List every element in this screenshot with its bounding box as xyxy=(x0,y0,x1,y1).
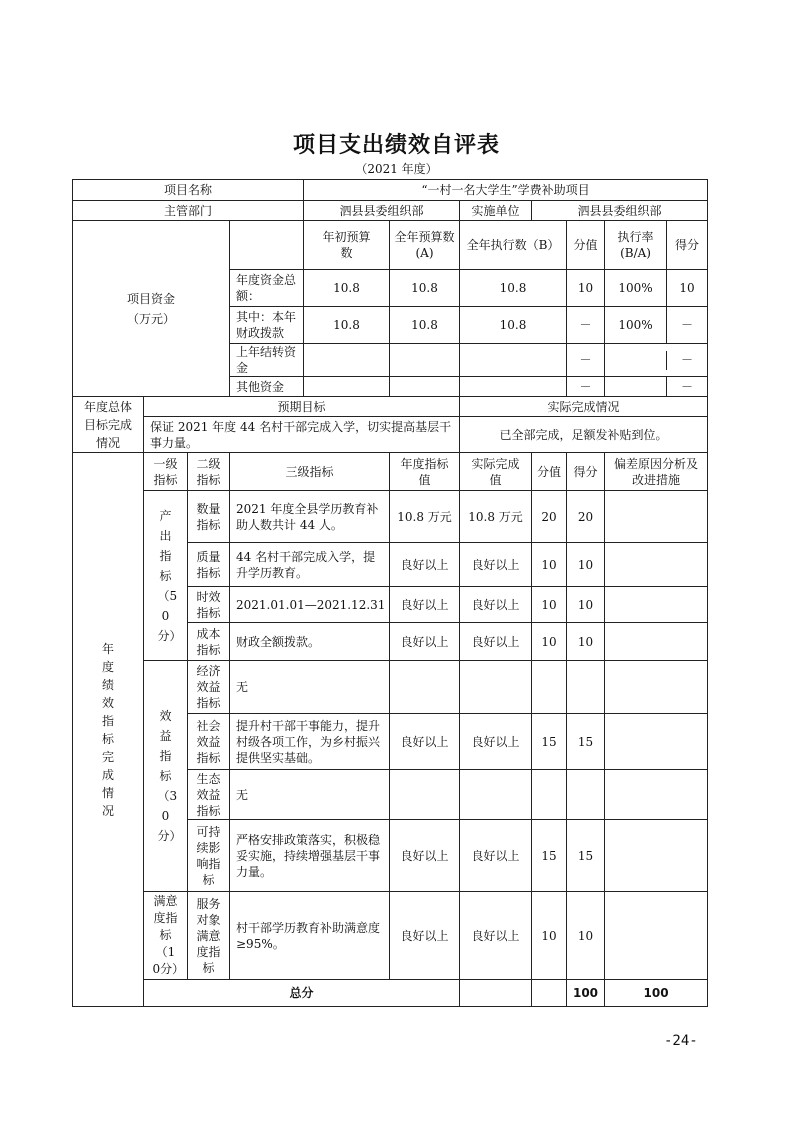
funds-row-4-initial xyxy=(304,377,390,397)
perf-row-5-level2-text: 经济效益指标 xyxy=(196,664,221,710)
perf-row-1-score: 20 xyxy=(567,491,605,543)
total-score-value: 100 xyxy=(567,980,605,1007)
total-row xyxy=(73,980,708,1007)
perf-row-1-level3: 2021 年度全县学历教育补助人数共计 44 人。 xyxy=(230,491,390,543)
perf-header-level3: 三级指标 xyxy=(230,453,390,491)
funds-header-row xyxy=(73,221,708,270)
page-number: -24- xyxy=(664,1033,698,1049)
overall-header-row xyxy=(73,397,708,417)
funds-row-1-label: 年度资金总额： xyxy=(230,270,304,307)
perf-row-3-target: 良好以上 xyxy=(390,587,460,623)
funds-row-3-full xyxy=(390,344,460,377)
funds-row-2-score: － xyxy=(681,318,694,332)
perf-row-4-level2-text: 成本指标 xyxy=(196,626,221,657)
perf-row-3-actual: 良好以上 xyxy=(460,587,532,623)
funds-row-1-score-value: 10 xyxy=(567,270,605,307)
perf-group-satisfaction xyxy=(144,892,188,980)
perf-row-3-score: 10 xyxy=(567,587,605,623)
perf-row-9-reason xyxy=(605,892,708,980)
perf-header-actual-text: 实际完成值 xyxy=(471,456,520,487)
perf-header-score-value xyxy=(532,453,567,491)
department-row xyxy=(73,201,708,221)
perf-row-8-actual: 良好以上 xyxy=(460,820,532,892)
total-label: 总分 xyxy=(144,980,460,1007)
perf-header-score-value-text: 分值 xyxy=(537,464,562,479)
funds-row-2-score-value: － xyxy=(567,307,605,344)
perf-row-6-level2 xyxy=(188,714,230,770)
funds-label-text: 项目资金（万元） xyxy=(126,291,175,326)
perf-row-9-score: 10 xyxy=(567,892,605,980)
perf-row-2-score-value: 10 xyxy=(532,543,567,587)
perf-row-4-score-value: 10 xyxy=(532,623,567,661)
perf-row-8-level2-text: 可持续影响指标 xyxy=(196,824,221,887)
funds-header-exec: 全年执行数（B） xyxy=(460,221,567,270)
overall-actual-header: 实际完成情况 xyxy=(460,397,708,417)
perf-row-6-score-value: 15 xyxy=(532,714,567,770)
funds-row-1-rate-score xyxy=(605,270,708,307)
perf-row-7-score xyxy=(567,770,605,820)
funds-row-4-rate-score xyxy=(605,377,708,397)
perf-header-level1-text: 一级指标 xyxy=(153,456,178,487)
perf-label xyxy=(73,453,144,1007)
perf-header-score xyxy=(567,453,605,491)
perf-row-6-level3: 提升村干部干事能力，提升村级各项工作，为乡村振兴提供坚实基础。 xyxy=(230,714,390,770)
project-name-value: “一村一名大学生”学费补助项目 xyxy=(304,180,708,201)
funds-header-rate-score xyxy=(605,221,708,270)
total-target xyxy=(460,980,532,1007)
perf-row-2-reason xyxy=(605,543,708,587)
perf-row-9-actual: 良好以上 xyxy=(460,892,532,980)
impl-label: 实施单位 xyxy=(460,201,532,221)
funds-row-2-initial: 10.8 xyxy=(304,307,390,344)
funds-row-3-initial xyxy=(304,344,390,377)
funds-header-score-value xyxy=(567,221,605,270)
perf-row-1 xyxy=(73,491,708,543)
perf-row-4-target: 良好以上 xyxy=(390,623,460,661)
overall-content-row xyxy=(73,417,708,453)
funds-row-4-full xyxy=(390,377,460,397)
perf-row-5-score-value xyxy=(532,661,567,714)
perf-row-6-target: 良好以上 xyxy=(390,714,460,770)
funds-row-4-score-value: － xyxy=(567,377,605,397)
funds-row-1-initial: 10.8 xyxy=(304,270,390,307)
perf-row-2-actual: 良好以上 xyxy=(460,543,532,587)
overall-label-text: 年度总体目标完成情况 xyxy=(83,399,132,450)
perf-label-text: 年度绩效指标完成情况 xyxy=(101,641,114,818)
perf-header-target-text: 年度指标值 xyxy=(400,456,449,487)
perf-header-target xyxy=(390,453,460,491)
perf-row-1-target: 10.8 万元 xyxy=(390,491,460,543)
overall-expected-header: 预期目标 xyxy=(144,397,460,417)
perf-row-9-level3: 村干部学历教育补助满意度≥95%。 xyxy=(230,892,390,980)
funds-header-rate xyxy=(605,221,667,269)
perf-row-7-reason xyxy=(605,770,708,820)
perf-row-7-actual xyxy=(460,770,532,820)
perf-row-5 xyxy=(73,661,708,714)
perf-row-9 xyxy=(73,892,708,980)
funds-row-1-exec: 10.8 xyxy=(460,270,567,307)
perf-row-3-reason xyxy=(605,587,708,623)
perf-row-3-level2 xyxy=(188,587,230,623)
funds-row-2-rate: 100% xyxy=(605,307,667,343)
perf-header-reason-text: 偏差原因分析及改进措施 xyxy=(614,456,699,487)
perf-row-4-reason xyxy=(605,623,708,661)
perf-row-7-level2 xyxy=(188,770,230,820)
perf-row-8-reason xyxy=(605,820,708,892)
perf-row-5-level2 xyxy=(188,661,230,714)
funds-row-2-full: 10.8 xyxy=(390,307,460,344)
perf-row-1-actual: 10.8 万元 xyxy=(460,491,532,543)
funds-row-4-label: 其他资金 xyxy=(230,377,304,397)
funds-row-3-score-value: － xyxy=(567,344,605,377)
funds-row-2-rate-score xyxy=(605,307,708,344)
perf-row-5-actual xyxy=(460,661,532,714)
project-name-label: 项目名称 xyxy=(73,180,304,201)
funds-row-2-exec: 10.8 xyxy=(460,307,567,344)
perf-row-9-score-value: 10 xyxy=(532,892,567,980)
perf-row-7-target xyxy=(390,770,460,820)
dept-label: 主管部门 xyxy=(73,201,304,221)
perf-row-3-level2-text: 时效指标 xyxy=(196,589,221,620)
funds-header-rate-text: 执行率(B/A) xyxy=(617,230,654,260)
document-subtitle: （2021 年度） xyxy=(355,162,438,176)
funds-row-4-exec xyxy=(460,377,567,397)
perf-header-level2 xyxy=(188,453,230,491)
perf-row-5-target xyxy=(390,661,460,714)
perf-row-9-level2 xyxy=(188,892,230,980)
perf-row-1-score-value: 20 xyxy=(532,491,567,543)
perf-row-6-actual: 良好以上 xyxy=(460,714,532,770)
perf-header-level2-text: 二级指标 xyxy=(196,456,221,487)
perf-row-2-level3: 44 名村干部完成入学，提升学历教育。 xyxy=(230,543,390,587)
funds-header-blank xyxy=(230,221,304,270)
perf-header-actual xyxy=(460,453,532,491)
perf-row-4-level2 xyxy=(188,623,230,661)
overall-actual: 已全部完成，足额发补贴到位。 xyxy=(460,417,708,453)
perf-row-7-score-value xyxy=(532,770,567,820)
perf-group-output-text: 产出指标（50分） xyxy=(157,508,182,643)
perf-row-6-score: 15 xyxy=(567,714,605,770)
perf-header-score-text: 得分 xyxy=(573,464,598,479)
perf-row-4-level3: 财政全额拨款。 xyxy=(230,623,390,661)
perf-row-1-level2 xyxy=(188,491,230,543)
perf-header-row xyxy=(73,453,708,491)
funds-row-4-rate xyxy=(605,377,667,396)
perf-row-4-score: 10 xyxy=(567,623,605,661)
funds-row-3-score: － xyxy=(681,353,694,367)
impl-value: 泗县县委组织部 xyxy=(532,201,708,221)
funds-header-full xyxy=(390,221,460,270)
funds-row-3-exec xyxy=(460,344,567,377)
dept-value: 泗县县委组织部 xyxy=(304,201,460,221)
funds-header-score-value-text: 分值 xyxy=(573,238,598,252)
funds-header-initial xyxy=(304,221,390,270)
funds-row-3-rate xyxy=(605,351,667,370)
funds-row-1-full: 10.8 xyxy=(390,270,460,307)
perf-row-5-reason xyxy=(605,661,708,714)
funds-row-3-rate-score xyxy=(605,344,708,377)
funds-row-1-rate: 100% xyxy=(605,270,667,306)
overall-expected: 保证 2021 年度 44 名村干部完成入学，切实提高基层干事力量。 xyxy=(144,417,460,453)
evaluation-table xyxy=(72,179,708,1007)
funds-row-2-label: 其中：本年财政拨款 xyxy=(230,307,304,344)
perf-row-1-level2-text: 数量指标 xyxy=(196,501,221,532)
perf-row-2-target: 良好以上 xyxy=(390,543,460,587)
perf-row-8-target: 良好以上 xyxy=(390,820,460,892)
perf-group-output xyxy=(144,491,188,661)
perf-header-level1 xyxy=(144,453,188,491)
perf-row-5-level3: 无 xyxy=(230,661,390,714)
overall-label xyxy=(73,397,144,453)
perf-row-6-level2-text: 社会效益指标 xyxy=(196,718,221,765)
perf-row-8-score-value: 15 xyxy=(532,820,567,892)
total-score: 100 xyxy=(605,980,708,1007)
funds-header-full-text: 全年预算数(A) xyxy=(394,230,455,260)
perf-group-benefit xyxy=(144,661,188,892)
perf-row-6-reason xyxy=(605,714,708,770)
perf-row-2-score: 10 xyxy=(567,543,605,587)
funds-header-initial-text: 年初预算数 xyxy=(322,230,371,260)
funds-row-3-label: 上年结转资金 xyxy=(230,344,304,377)
perf-row-2-level2 xyxy=(188,543,230,587)
perf-row-9-level2-text: 服务对象满意度指标 xyxy=(196,896,221,975)
funds-label xyxy=(73,221,230,397)
document-title: 项目支出绩效自评表 xyxy=(292,133,500,158)
funds-header-score: 得分 xyxy=(675,238,700,252)
total-actual xyxy=(532,980,567,1007)
funds-row-4-score: － xyxy=(681,379,694,394)
perf-row-4-actual: 良好以上 xyxy=(460,623,532,661)
perf-group-benefit-text: 效益指标（30分） xyxy=(157,709,182,843)
perf-row-7-level3: 无 xyxy=(230,770,390,820)
funds-row-1-score: 10 xyxy=(679,281,695,295)
perf-row-8-score: 15 xyxy=(567,820,605,892)
perf-group-satisfaction-text: 满意度指标（10分） xyxy=(152,894,185,976)
perf-row-2-level2-text: 质量指标 xyxy=(196,549,221,580)
perf-header-reason xyxy=(605,453,708,491)
perf-row-8-level2 xyxy=(188,820,230,892)
perf-row-3-level3: 2021.01.01—2021.12.31 xyxy=(230,587,390,623)
perf-row-7-level2-text: 生态效益指标 xyxy=(196,771,221,818)
perf-row-8-level3: 严格安排政策落实，积极稳妥实施，持续增强基层干事力量。 xyxy=(230,820,390,892)
project-name-row xyxy=(73,180,708,201)
perf-row-1-reason xyxy=(605,491,708,543)
perf-row-5-score xyxy=(567,661,605,714)
perf-row-3-score-value: 10 xyxy=(532,587,567,623)
perf-row-9-target: 良好以上 xyxy=(390,892,460,980)
